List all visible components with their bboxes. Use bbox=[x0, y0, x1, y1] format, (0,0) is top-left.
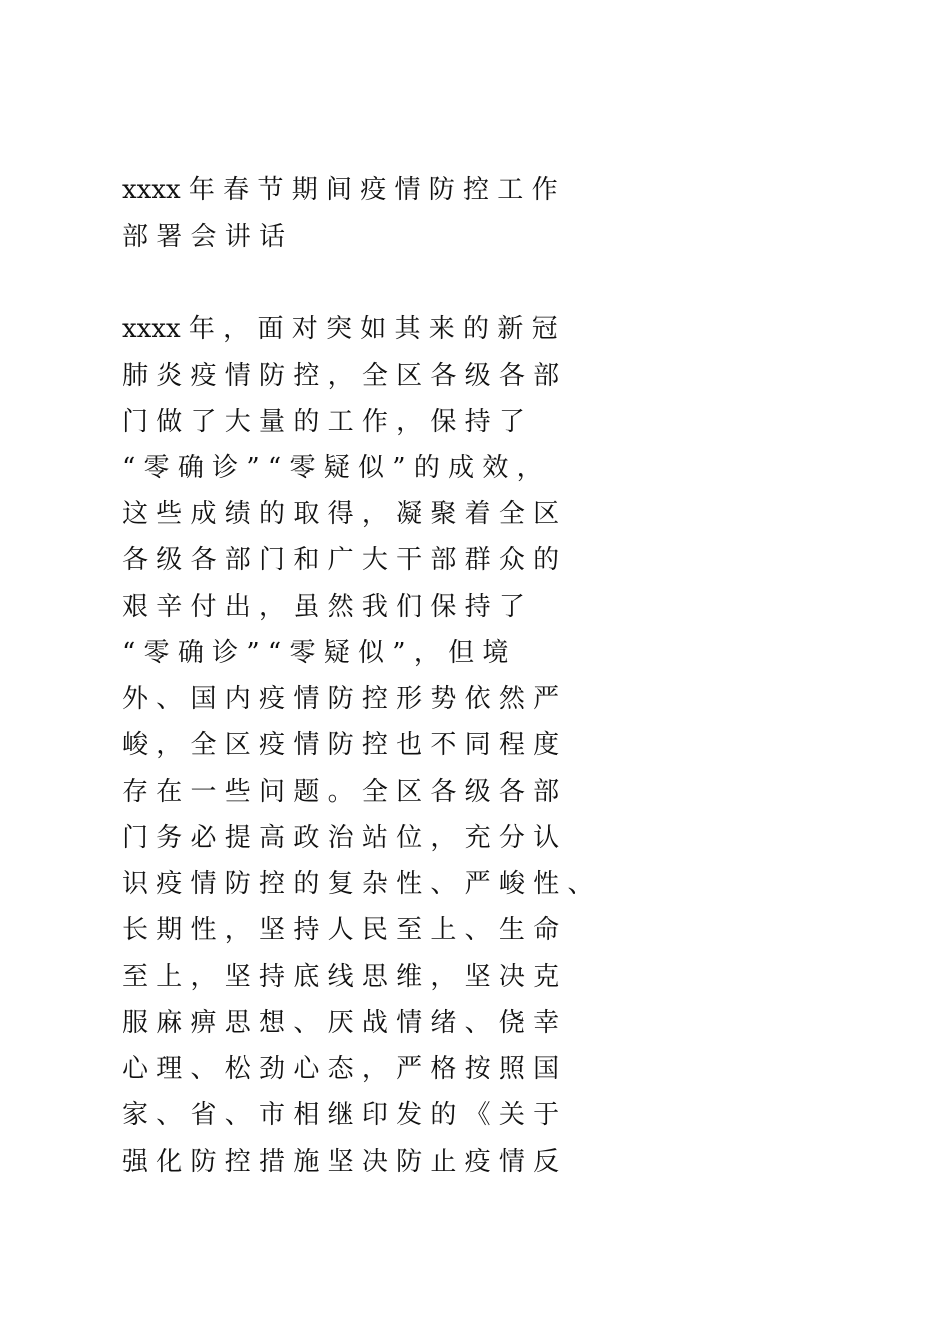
title-line-2: 部 署 会 讲 话 bbox=[122, 222, 286, 252]
body-line: 家 、 省 、 市 相 继 印 发 的 《 关 于 bbox=[122, 1100, 560, 1130]
body-line: 肺 炎 疫 情 防 控 ， 全 区 各 级 各 部 bbox=[122, 361, 560, 391]
body-line: 门 做 了 大 量 的 工 作 ， 保 持 了 bbox=[122, 407, 525, 437]
body-line: 峻 ， 全 区 疫 情 防 控 也 不 同 程 度 bbox=[122, 730, 560, 760]
body-line: 外 、 国 内 疫 情 防 控 形 势 依 然 严 bbox=[122, 684, 560, 714]
body-line: “ 零 确 诊 ” “ 零 疑 似 ” ， 但 境 bbox=[122, 638, 509, 668]
body-line: 强 化 防 控 措 施 坚 决 防 止 疫 情 反 bbox=[122, 1147, 560, 1177]
body-line: 服 麻 痹 思 想 、 厌 战 情 绪 、 侥 幸 bbox=[122, 1008, 560, 1038]
body-line: 各 级 各 部 门 和 广 大 干 部 群 众 的 bbox=[122, 545, 560, 575]
body-line: 艰 辛 付 出 ， 虽 然 我 们 保 持 了 bbox=[122, 592, 525, 622]
body-line: xxxx 年 ， 面 对 突 如 其 来 的 新 冠 bbox=[122, 314, 558, 344]
title-line-1: xxxx 年 春 节 期 间 疫 情 防 控 工 作 bbox=[122, 175, 558, 205]
body-line: 至 上 ， 坚 持 底 线 思 维 ， 坚 决 克 bbox=[122, 962, 560, 992]
body-line: 识 疫 情 防 控 的 复 杂 性 、 严 峻 性 、 bbox=[122, 869, 594, 899]
body-line: “ 零 确 诊 ” “ 零 疑 似 ” 的 成 效 ， bbox=[122, 453, 543, 483]
body-line: 长 期 性 ， 坚 持 人 民 至 上 、 生 命 bbox=[122, 915, 560, 945]
body-line: 存 在 一 些 问 题 。 全 区 各 级 各 部 bbox=[122, 777, 560, 807]
body-line: 门 务 必 提 高 政 治 站 位 ， 充 分 认 bbox=[122, 823, 560, 853]
body-line: 心 理 、 松 劲 心 态 ， 严 格 按 照 国 bbox=[122, 1054, 560, 1084]
body-line: 这 些 成 绩 的 取 得 ， 凝 聚 着 全 区 bbox=[122, 499, 560, 529]
